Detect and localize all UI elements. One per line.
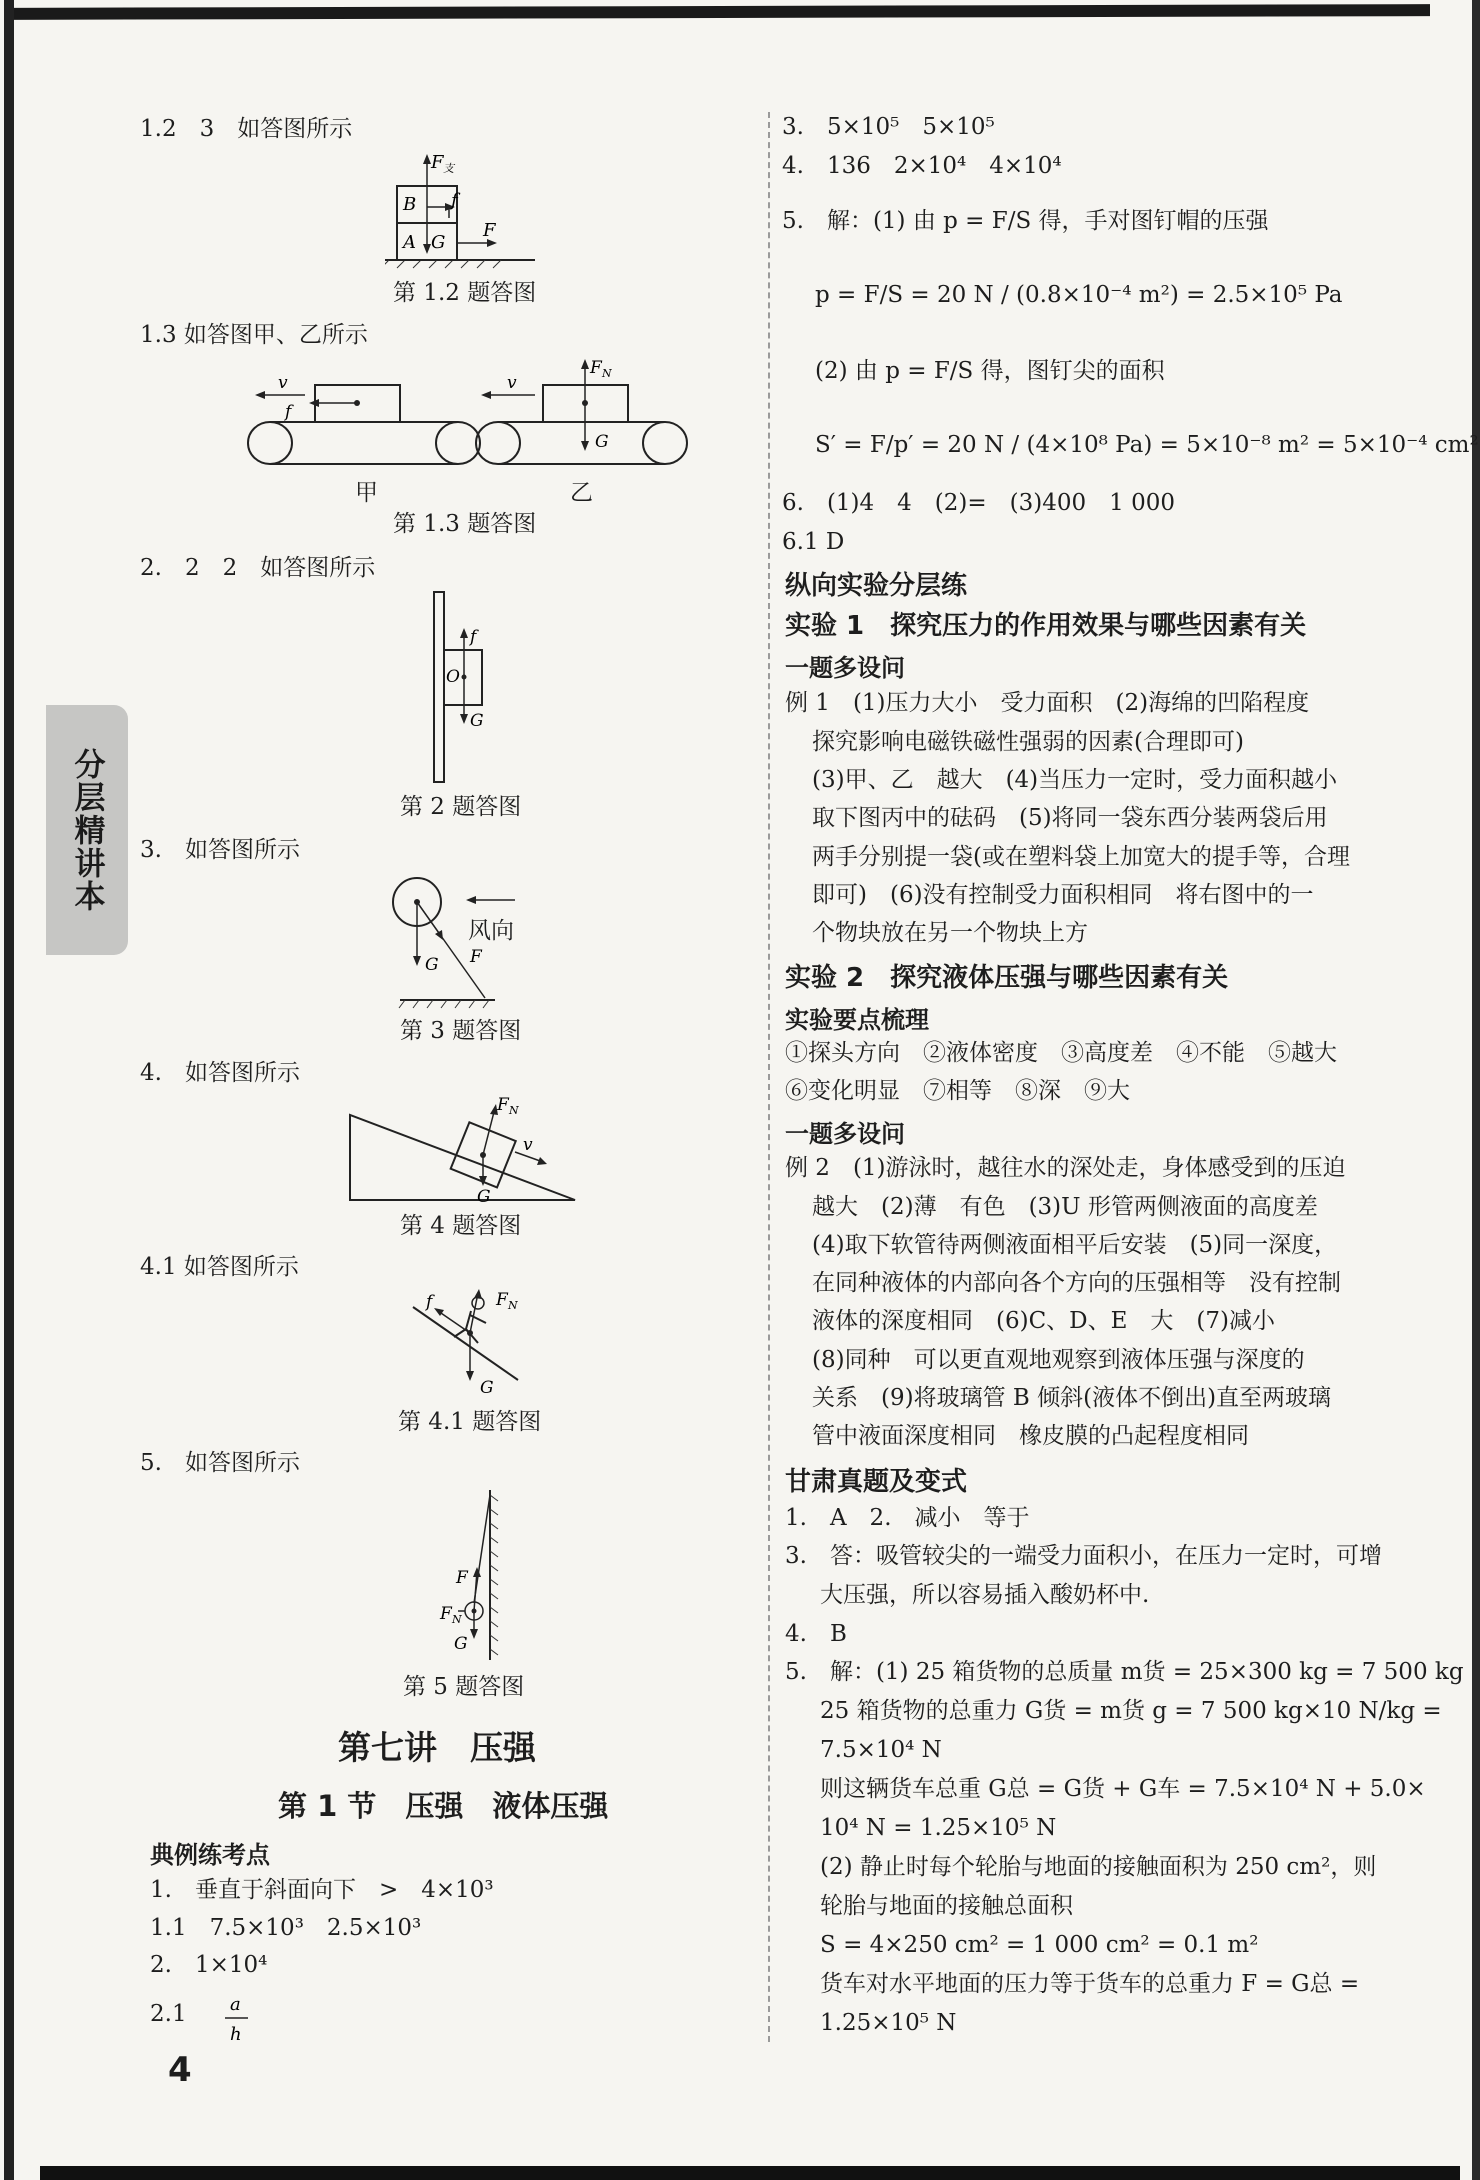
label-yi: 乙	[570, 480, 593, 506]
svg-text:G: G	[477, 1187, 491, 1205]
answer-r-6-1: 6.1 D	[782, 529, 845, 555]
example-1-line-2: 探究影响电磁铁磁性强弱的因素(合理即可)	[812, 729, 1244, 755]
svg-text:F: F	[440, 1604, 452, 1624]
bottom-border	[40, 2166, 1460, 2180]
svg-text:支: 支	[443, 162, 454, 175]
answer-1-1: 1.1 7.5×10³ 2.5×10³	[150, 1915, 422, 1941]
gansu-line-4: 4. B	[785, 1621, 847, 1647]
answer-r-5-part2: (2) 由 p = F/S 得，图钉尖的面积	[815, 358, 1165, 384]
figure-4-1	[408, 1285, 538, 1400]
caption-5: 第 5 题答图	[403, 1674, 525, 1700]
gansu-line-3: 大压强，所以容易插入酸奶杯中.	[820, 1582, 1150, 1608]
svg-text:G: G	[431, 232, 446, 253]
svg-text:G: G	[595, 432, 609, 452]
svg-text:N: N	[509, 1104, 519, 1117]
svg-text:F: F	[483, 220, 496, 241]
wind-direction-label: 风向	[468, 918, 514, 944]
gansu-line-12: S = 4×250 cm² = 1 000 cm² = 0.1 m²	[820, 1932, 1259, 1958]
figure-1-3	[245, 355, 690, 470]
svg-text:F: F	[496, 1290, 508, 1310]
gansu-line-10: (2) 静止时每个轮胎与地面的接触面积为 250 cm²，则	[820, 1854, 1377, 1880]
right-border	[1472, 0, 1480, 2180]
svg-text:h: h	[230, 2024, 242, 2045]
gansu-line-6: 25 箱货物的总重力 G货 = m货 g = 7 500 kg×10 N/kg =	[820, 1698, 1442, 1724]
gansu-line-1: 1. A 2. 减小 等于	[785, 1505, 1030, 1531]
example-2-line-8: 管中液面深度相同 橡皮膜的凸起程度相同	[812, 1423, 1249, 1449]
gansu-line-11: 轮胎与地面的接触总面积	[820, 1893, 1073, 1919]
caption-3: 第 3 题答图	[400, 1018, 522, 1044]
svg-text:F: F	[590, 358, 602, 378]
caption-1-3: 第 1.3 题答图	[393, 511, 537, 537]
heading-experiment-2: 实验 2 探究液体压强与哪些因素有关	[785, 963, 1229, 993]
heading-experiment-1: 实验 1 探究压力的作用效果与哪些因素有关	[785, 611, 1307, 641]
example-1-line-1: 例 1 (1)压力大小 受力面积 (2)海绵的凹陷程度	[785, 690, 1310, 716]
figure-4	[345, 1090, 585, 1205]
svg-text:v: v	[507, 373, 517, 393]
caption-1-2: 第 1.2 题答图	[393, 280, 537, 306]
svg-text:F: F	[456, 1568, 468, 1588]
caption-4-1: 第 4.1 题答图	[398, 1409, 542, 1435]
svg-text:O: O	[446, 667, 460, 687]
subsection-title: 典例练考点	[150, 1841, 270, 1869]
svg-text:f: f	[470, 627, 477, 647]
answer-2-sec: 2. 1×10⁴	[150, 1952, 268, 1978]
gansu-line-8: 则这辆货车总重 G总 = G货 + G车 = 7.5×10⁴ N + 5.0×	[820, 1776, 1426, 1802]
figure-3	[385, 870, 540, 1015]
svg-text:v: v	[278, 373, 288, 393]
column-divider	[768, 112, 770, 2042]
example-2-line-2: 越大 (2)薄 有色 (3)U 形管两侧液面的高度差	[812, 1194, 1318, 1220]
example-1-line-3: (3)甲、乙 越大 (4)当压力一定时，受力面积越小	[812, 767, 1338, 793]
section-title: 第 1 节 压强 液体压强	[278, 1789, 609, 1823]
example-2-line-6: (8)同种 可以更直观地观察到液体压强与深度的	[812, 1347, 1305, 1373]
top-border	[10, 4, 1430, 20]
heading-key-points: 实验要点梳理	[785, 1006, 929, 1034]
key-points-line-2: ⑥变化明显 ⑦相等 ⑧深 ⑨大	[785, 1078, 1130, 1104]
svg-text:G: G	[470, 711, 484, 731]
figure-2	[420, 590, 510, 785]
fraction-a-over-h	[222, 1990, 252, 2050]
key-points-line-1: ①探头方向 ②液体密度 ③高度差 ④不能 ⑤越大	[785, 1040, 1337, 1066]
answer-1-3: 1.3 如答图甲、乙所示	[140, 322, 368, 348]
svg-text:f: f	[426, 1292, 433, 1312]
answer-3: 3. 如答图所示	[140, 837, 300, 863]
example-2-line-5: 液体的深度相同 (6)C、D、E 大 (7)减小	[812, 1308, 1275, 1334]
answer-r-4: 4. 136 2×10⁴ 4×10⁴	[782, 153, 1062, 179]
side-tab	[46, 705, 128, 955]
svg-text:f: f	[285, 402, 292, 422]
svg-text:F: F	[431, 152, 444, 173]
gansu-line-7: 7.5×10⁴ N	[820, 1737, 942, 1763]
answer-1: 1. 垂直于斜面向下 > 4×10³	[150, 1877, 494, 1903]
heading-multi-question-2: 一题多设问	[785, 1120, 905, 1148]
gansu-line-9: 10⁴ N = 1.25×10⁵ N	[820, 1815, 1057, 1841]
svg-text:N: N	[602, 367, 612, 380]
svg-text:N: N	[452, 1613, 462, 1626]
svg-text:a: a	[230, 1994, 241, 2015]
answer-r-5-formula2: S′ = F/p′ = 20 N / (4×10⁸ Pa) = 5×10⁻⁸ m² = 5×10⁻⁴ cm²	[815, 432, 1479, 458]
answer-5: 5. 如答图所示	[140, 1450, 300, 1476]
answer-2-1: 2.1	[150, 2001, 187, 2027]
example-2-line-1: 例 2 (1)游泳时，越往水的深处走，身体感受到的压迫	[785, 1155, 1346, 1181]
page-number: 4	[168, 2050, 192, 2090]
gansu-line-5: 5. 解：(1) 25 箱货物的总质量 m货 = 25×300 kg = 7 500 kg	[785, 1659, 1464, 1685]
example-1-line-6: 即可) (6)没有控制受力面积相同 将右图中的一	[812, 882, 1314, 908]
answer-4: 4. 如答图所示	[140, 1060, 300, 1086]
side-tab-label: 分层精讲本	[68, 747, 105, 913]
gansu-line-13: 货车对水平地面的压力等于货车的总重力 F = G总 =	[820, 1971, 1360, 1997]
lecture-title: 第七讲 压强	[338, 1728, 536, 1767]
svg-text:v: v	[523, 1135, 533, 1155]
answer-2: 2. 2 2 如答图所示	[140, 555, 376, 581]
heading-gansu-real: 甘肃真题及变式	[785, 1467, 968, 1497]
gansu-line-2: 3. 答：吸管较尖的一端受力面积小，在压力一定时，可增	[785, 1543, 1382, 1569]
answer-r-3: 3. 5×10⁵ 5×10⁵	[782, 114, 995, 140]
example-1-line-4: 取下图丙中的砝码 (5)将同一袋东西分装两袋后用	[812, 805, 1328, 831]
example-1-line-5: 两手分别提一袋(或在塑料袋上加宽大的提手等，合理	[812, 844, 1350, 870]
example-2-line-4: 在同种液体的内部向各个方向的压强相等 没有控制	[812, 1270, 1341, 1296]
heading-vertical-practice: 纵向实验分层练	[785, 571, 968, 601]
heading-multi-question-1: 一题多设问	[785, 654, 905, 682]
figure-5	[430, 1485, 520, 1665]
example-1-line-7: 个物块放在另一个物块上方	[812, 920, 1088, 946]
svg-text:A: A	[403, 232, 416, 253]
svg-text:G: G	[480, 1378, 494, 1398]
caption-4: 第 4 题答图	[400, 1213, 522, 1239]
gansu-line-14: 1.25×10⁵ N	[820, 2010, 957, 2036]
left-border	[4, 0, 14, 2180]
label-jia: 甲	[355, 480, 378, 506]
svg-text:B: B	[403, 194, 417, 215]
caption-2: 第 2 题答图	[400, 794, 522, 820]
svg-text:G: G	[454, 1634, 468, 1654]
answer-r-5: 5. 解：(1) 由 p = F/S 得，手对图钉帽的压强	[782, 208, 1269, 234]
svg-text:F: F	[497, 1095, 509, 1115]
answer-r-5-formula1: p = F/S = 20 N / (0.8×10⁻⁴ m²) = 2.5×10⁵ Pa	[815, 282, 1343, 308]
example-2-line-7: 关系 (9)将玻璃管 B 倾斜(液体不倒出)直至两玻璃	[812, 1385, 1332, 1411]
svg-text:f: f	[451, 190, 458, 211]
example-2-line-3: (4)取下软管待两侧液面相平后安装 (5)同一深度，	[812, 1232, 1338, 1258]
figure-1-2	[385, 150, 545, 270]
svg-text:G: G	[425, 955, 439, 975]
svg-text:F: F	[470, 947, 482, 967]
svg-text:N: N	[508, 1299, 518, 1312]
answer-4-1: 4.1 如答图所示	[140, 1254, 299, 1280]
answer-1-2: 1.2 3 如答图所示	[140, 116, 353, 142]
answer-r-6: 6. (1)4 4 (2)= (3)400 1 000	[782, 490, 1175, 516]
